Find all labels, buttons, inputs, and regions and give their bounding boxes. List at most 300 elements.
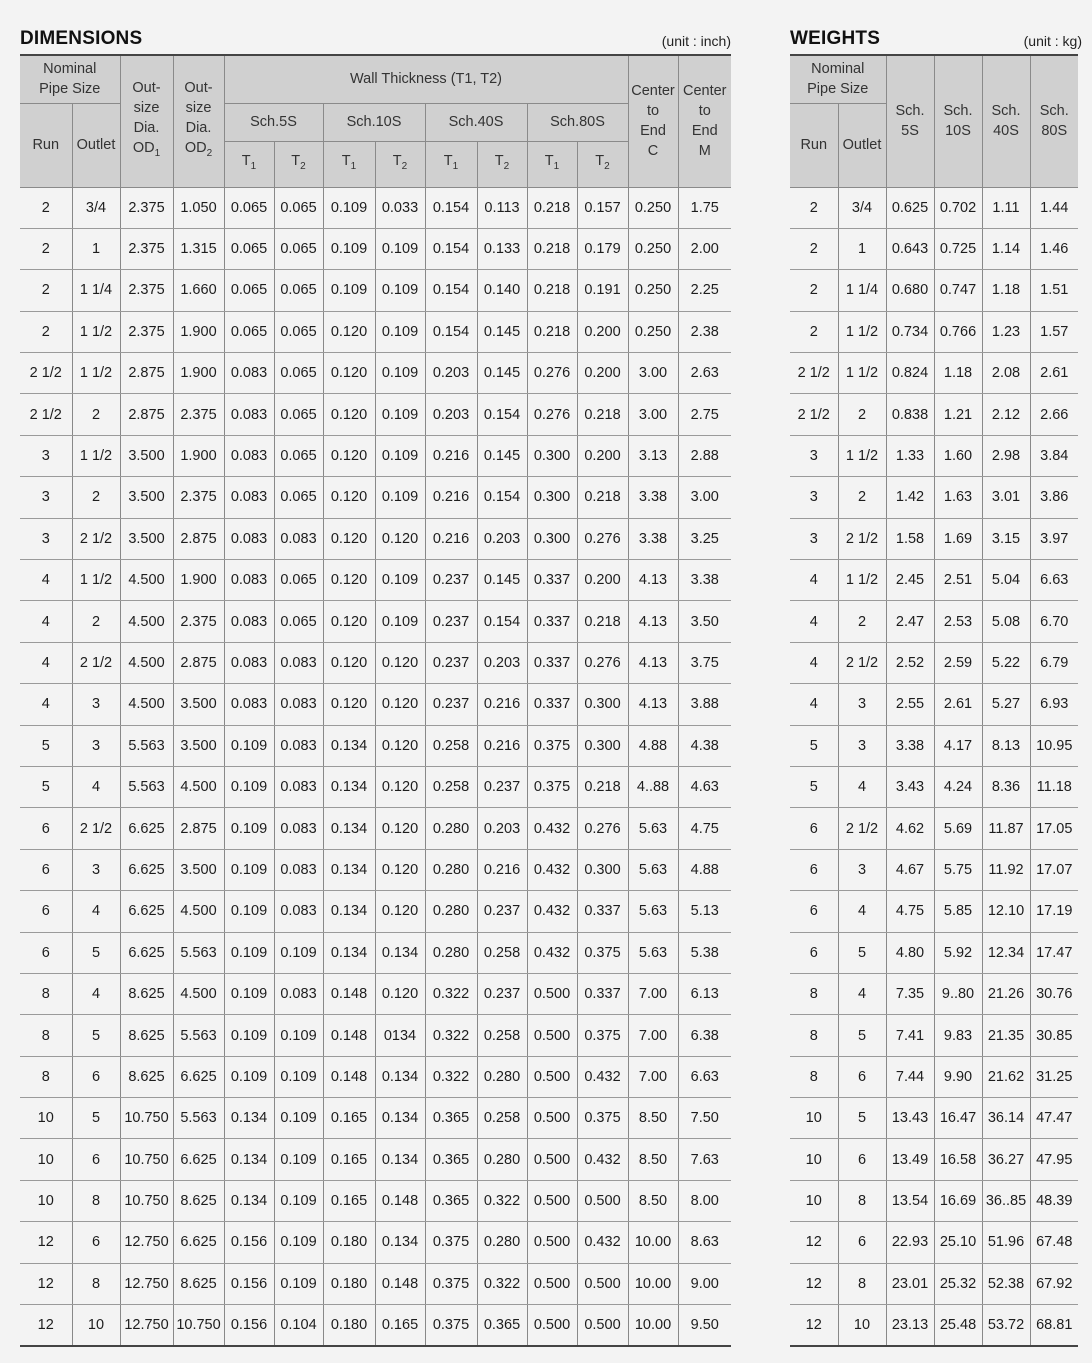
- weights-row: [790, 932, 1078, 973]
- table-cell: 0.109: [375, 353, 425, 394]
- table-cell: 4.13: [628, 601, 678, 642]
- table-cell: 0.154: [425, 270, 477, 311]
- table-cell: 8.625: [120, 1056, 173, 1097]
- dimensions-row: [20, 1222, 731, 1263]
- table-cell: 2: [838, 477, 886, 518]
- table-cell: 0.109: [274, 1222, 323, 1263]
- table-cell: 1.14: [982, 228, 1030, 269]
- table-cell: 36.27: [982, 1139, 1030, 1180]
- table-cell: 2.375: [120, 187, 173, 228]
- table-cell: 5.27: [982, 684, 1030, 725]
- table-cell: 0.280: [425, 849, 477, 890]
- table-cell: 0.134: [375, 932, 425, 973]
- table-cell: 0.133: [477, 228, 527, 269]
- table-cell: 0.083: [224, 435, 274, 476]
- table-cell: 6.625: [120, 932, 173, 973]
- table-cell: 1.69: [934, 518, 982, 559]
- table-cell: 0.109: [375, 228, 425, 269]
- table-cell: 7.50: [678, 1098, 731, 1139]
- table-cell: 1.900: [173, 353, 224, 394]
- table-cell: 0.702: [934, 187, 982, 228]
- table-cell: 0.120: [323, 353, 375, 394]
- table-cell: 0.083: [274, 849, 323, 890]
- table-cell: 10.00: [628, 1263, 678, 1304]
- table-cell: 10.95: [1030, 725, 1078, 766]
- table-cell: 3.01: [982, 477, 1030, 518]
- table-cell: 0.500: [527, 1015, 577, 1056]
- table-cell: 2 1/2: [72, 518, 120, 559]
- table-cell: 0.322: [477, 1180, 527, 1221]
- table-cell: 0.680: [886, 270, 934, 311]
- table-cell: 0.203: [425, 394, 477, 435]
- header-run: Run: [20, 103, 72, 187]
- table-cell: 2: [20, 187, 72, 228]
- table-cell: 2.51: [934, 560, 982, 601]
- table-cell: 6.13: [678, 973, 731, 1014]
- table-cell: 0.838: [886, 394, 934, 435]
- table-cell: 0.276: [577, 642, 628, 683]
- table-cell: 1.900: [173, 560, 224, 601]
- table-cell: 0.134: [224, 1098, 274, 1139]
- table-cell: 2 1/2: [790, 394, 838, 435]
- table-cell: 0.734: [886, 311, 934, 352]
- table-cell: 0.120: [375, 766, 425, 807]
- dimensions-row: [20, 435, 731, 476]
- dimensions-row: [20, 187, 731, 228]
- dimensions-row: [20, 560, 731, 601]
- table-cell: 0.145: [477, 560, 527, 601]
- table-cell: 36..85: [982, 1180, 1030, 1221]
- table-cell: 7.44: [886, 1056, 934, 1097]
- table-cell: 6: [790, 808, 838, 849]
- table-cell: 0.109: [375, 477, 425, 518]
- table-cell: 0.134: [224, 1180, 274, 1221]
- table-cell: 0.280: [425, 891, 477, 932]
- table-cell: 5.63: [628, 849, 678, 890]
- dimensions-row: [20, 766, 731, 807]
- table-cell: 25.48: [934, 1305, 982, 1347]
- table-cell: 17.07: [1030, 849, 1078, 890]
- table-cell: 0.083: [224, 684, 274, 725]
- table-cell: 6.625: [120, 849, 173, 890]
- table-cell: 5.563: [120, 766, 173, 807]
- table-cell: 0.500: [527, 1222, 577, 1263]
- table-cell: 2.25: [678, 270, 731, 311]
- weights-row: [790, 642, 1078, 683]
- table-cell: 0.083: [224, 601, 274, 642]
- weights-row: [790, 725, 1078, 766]
- table-cell: 0.216: [477, 725, 527, 766]
- table-cell: 0.322: [425, 973, 477, 1014]
- table-cell: 0.148: [375, 1263, 425, 1304]
- header-sch5s: Sch.5S: [224, 103, 323, 141]
- table-cell: 0.083: [224, 394, 274, 435]
- table-cell: 0.083: [224, 642, 274, 683]
- table-cell: 0.300: [527, 435, 577, 476]
- table-cell: 1.63: [934, 477, 982, 518]
- table-cell: 12.750: [120, 1222, 173, 1263]
- table-cell: 4.500: [120, 684, 173, 725]
- table-cell: 0.500: [527, 1098, 577, 1139]
- table-cell: 0.154: [425, 228, 477, 269]
- table-cell: 0.337: [527, 642, 577, 683]
- header-t2: $T_2$: [274, 141, 323, 187]
- table-cell: 0.083: [224, 518, 274, 559]
- table-cell: 11.87: [982, 808, 1030, 849]
- table-cell: 3.38: [678, 560, 731, 601]
- table-cell: 3.86: [1030, 477, 1078, 518]
- table-cell: 48.39: [1030, 1180, 1078, 1221]
- table-cell: 30.85: [1030, 1015, 1078, 1056]
- table-cell: 0.500: [527, 1056, 577, 1097]
- table-cell: 0.218: [527, 270, 577, 311]
- table-cell: 2.55: [886, 684, 934, 725]
- table-cell: 22.93: [886, 1222, 934, 1263]
- table-cell: 2.375: [120, 228, 173, 269]
- table-cell: 0.120: [375, 849, 425, 890]
- table-cell: 23.13: [886, 1305, 934, 1347]
- table-cell: 0.065: [274, 394, 323, 435]
- table-cell: 2.59: [934, 642, 982, 683]
- table-cell: 0.120: [323, 684, 375, 725]
- table-cell: 2.875: [120, 394, 173, 435]
- table-cell: 0.237: [477, 973, 527, 1014]
- weights-row: [790, 477, 1078, 518]
- table-cell: 0.203: [477, 518, 527, 559]
- dimensions-title: DIMENSIONS: [20, 28, 143, 49]
- table-cell: 25.32: [934, 1263, 982, 1304]
- table-cell: 0.725: [934, 228, 982, 269]
- table-cell: 8: [790, 1015, 838, 1056]
- table-cell: 0.216: [477, 684, 527, 725]
- table-cell: 11.18: [1030, 766, 1078, 807]
- table-cell: 9.50: [678, 1305, 731, 1347]
- table-cell: 3.500: [173, 725, 224, 766]
- table-cell: 10: [20, 1139, 72, 1180]
- table-cell: 2.75: [678, 394, 731, 435]
- table-cell: 3.13: [628, 435, 678, 476]
- table-cell: 0.180: [323, 1263, 375, 1304]
- table-cell: 12: [790, 1305, 838, 1347]
- table-cell: 5: [72, 1015, 120, 1056]
- table-cell: 1 1/2: [72, 353, 120, 394]
- table-cell: 0.109: [375, 601, 425, 642]
- table-cell: 2 1/2: [838, 808, 886, 849]
- table-cell: 0.065: [274, 435, 323, 476]
- table-cell: 0.109: [224, 891, 274, 932]
- table-cell: 0.065: [224, 270, 274, 311]
- table-cell: 0.109: [323, 270, 375, 311]
- table-cell: 3.15: [982, 518, 1030, 559]
- table-cell: 2: [838, 601, 886, 642]
- table-cell: 0.250: [628, 228, 678, 269]
- table-cell: 0.337: [527, 560, 577, 601]
- table-cell: 13.49: [886, 1139, 934, 1180]
- table-cell: 3.97: [1030, 518, 1078, 559]
- table-cell: 0.109: [224, 932, 274, 973]
- weights-table-body: [790, 187, 1078, 1346]
- table-cell: 10: [790, 1180, 838, 1221]
- dimensions-row: [20, 1056, 731, 1097]
- table-cell: 8.625: [173, 1180, 224, 1221]
- weights-row: [790, 1056, 1078, 1097]
- table-cell: 0.109: [375, 394, 425, 435]
- table-cell: 6: [72, 1222, 120, 1263]
- table-cell: 0.237: [425, 642, 477, 683]
- table-cell: 0.337: [527, 601, 577, 642]
- table-cell: 13.43: [886, 1098, 934, 1139]
- table-cell: 0.375: [425, 1263, 477, 1304]
- table-cell: 0.148: [323, 1056, 375, 1097]
- dimensions-row: [20, 891, 731, 932]
- weights-header-sch5s: Sch. 5S: [886, 55, 934, 187]
- table-cell: 0.140: [477, 270, 527, 311]
- table-cell: 0.065: [274, 560, 323, 601]
- table-cell: 6.63: [1030, 560, 1078, 601]
- table-cell: 0.109: [274, 1139, 323, 1180]
- table-cell: 0.109: [375, 270, 425, 311]
- weights-row: [790, 270, 1078, 311]
- table-cell: 0.250: [628, 311, 678, 352]
- table-cell: 4: [72, 766, 120, 807]
- table-cell: 5.22: [982, 642, 1030, 683]
- table-cell: 6.625: [173, 1139, 224, 1180]
- table-cell: 0.766: [934, 311, 982, 352]
- table-cell: 16.47: [934, 1098, 982, 1139]
- table-cell: 2: [72, 394, 120, 435]
- table-cell: 5.563: [120, 725, 173, 766]
- weights-row: [790, 1139, 1078, 1180]
- table-cell: 68.81: [1030, 1305, 1078, 1347]
- table-cell: 3: [838, 684, 886, 725]
- table-cell: 1 1/2: [838, 560, 886, 601]
- header-outlet: Outlet: [72, 103, 120, 187]
- table-cell: 0.218: [527, 311, 577, 352]
- table-cell: 8.50: [628, 1180, 678, 1221]
- table-cell: 2: [790, 311, 838, 352]
- table-cell: 10.00: [628, 1222, 678, 1263]
- table-cell: 1 1/2: [72, 560, 120, 601]
- table-cell: 0.109: [224, 725, 274, 766]
- table-cell: 0.134: [323, 725, 375, 766]
- weights-header-sch80s: Sch. 80S: [1030, 55, 1078, 187]
- table-cell: 0.120: [323, 477, 375, 518]
- table-cell: 0.280: [477, 1056, 527, 1097]
- table-cell: 21.26: [982, 973, 1030, 1014]
- table-cell: 2.375: [173, 601, 224, 642]
- table-cell: 5.63: [628, 808, 678, 849]
- table-cell: 2.38: [678, 311, 731, 352]
- table-cell: 2 1/2: [20, 353, 72, 394]
- table-cell: 0.120: [375, 808, 425, 849]
- table-cell: 3.500: [120, 477, 173, 518]
- table-cell: 8: [72, 1180, 120, 1221]
- weights-table: [790, 54, 1078, 1347]
- table-cell: 0.083: [274, 684, 323, 725]
- table-cell: 0.237: [425, 560, 477, 601]
- table-cell: 0.276: [577, 808, 628, 849]
- table-cell: 6: [20, 932, 72, 973]
- dimensions-row: [20, 684, 731, 725]
- table-cell: 1.75: [678, 187, 731, 228]
- table-cell: 2: [790, 270, 838, 311]
- table-cell: 17.19: [1030, 891, 1078, 932]
- table-cell: 3: [790, 435, 838, 476]
- table-cell: 2.375: [173, 477, 224, 518]
- weights-header-sch40s: Sch. 40S: [982, 55, 1030, 187]
- table-cell: 1.18: [934, 353, 982, 394]
- dimensions-row: [20, 1263, 731, 1304]
- table-cell: 0.065: [224, 311, 274, 352]
- table-cell: 10: [72, 1305, 120, 1347]
- table-cell: 5: [790, 725, 838, 766]
- weights-row: [790, 1263, 1078, 1304]
- table-cell: 0.200: [577, 311, 628, 352]
- table-cell: 8: [838, 1180, 886, 1221]
- dimensions-row: [20, 808, 731, 849]
- table-cell: 52.38: [982, 1263, 1030, 1304]
- table-cell: 0.083: [274, 808, 323, 849]
- table-cell: 0.365: [425, 1180, 477, 1221]
- table-cell: 3.500: [120, 435, 173, 476]
- table-cell: 4.80: [886, 932, 934, 973]
- table-cell: 0.109: [274, 932, 323, 973]
- table-cell: 1 1/2: [72, 435, 120, 476]
- table-cell: 0.747: [934, 270, 982, 311]
- table-cell: 0.145: [477, 311, 527, 352]
- table-cell: 21.62: [982, 1056, 1030, 1097]
- table-cell: 10: [838, 1305, 886, 1347]
- table-cell: 8: [20, 1015, 72, 1056]
- weights-header-outlet: Outlet: [838, 103, 886, 187]
- dimensions-row: [20, 1098, 731, 1139]
- table-cell: 1.18: [982, 270, 1030, 311]
- table-cell: 25.10: [934, 1222, 982, 1263]
- header-t1: $T_1$: [425, 141, 477, 187]
- table-cell: 0.300: [577, 725, 628, 766]
- table-cell: 0.083: [224, 353, 274, 394]
- dimensions-table: [20, 54, 731, 1347]
- table-cell: 4.67: [886, 849, 934, 890]
- table-cell: 2.875: [120, 353, 173, 394]
- table-cell: 0.157: [577, 187, 628, 228]
- table-cell: 3: [838, 725, 886, 766]
- table-cell: 0.218: [577, 601, 628, 642]
- table-cell: 8: [838, 1263, 886, 1304]
- table-cell: 0.154: [477, 477, 527, 518]
- table-cell: 5.04: [982, 560, 1030, 601]
- table-cell: 0.337: [577, 973, 628, 1014]
- table-cell: 5.75: [934, 849, 982, 890]
- weights-unit: (unit : kg): [1023, 33, 1082, 49]
- weights-row: [790, 1222, 1078, 1263]
- table-cell: 6: [20, 808, 72, 849]
- table-cell: 6: [838, 1222, 886, 1263]
- table-cell: 0.165: [375, 1305, 425, 1347]
- table-cell: 3.00: [628, 394, 678, 435]
- table-cell: 0.365: [425, 1098, 477, 1139]
- header-wall-thickness: Wall Thickness (T1, T2): [224, 55, 628, 103]
- table-cell: 0.145: [477, 353, 527, 394]
- table-cell: 47.47: [1030, 1098, 1078, 1139]
- table-cell: 0.109: [224, 1056, 274, 1097]
- table-cell: 0.258: [425, 725, 477, 766]
- table-cell: 0134: [375, 1015, 425, 1056]
- table-cell: 6: [20, 891, 72, 932]
- table-cell: 2.53: [934, 601, 982, 642]
- table-cell: 1.44: [1030, 187, 1078, 228]
- table-cell: 0.200: [577, 435, 628, 476]
- table-cell: 0.300: [577, 849, 628, 890]
- table-cell: 1 1/4: [838, 270, 886, 311]
- table-cell: 3.500: [173, 849, 224, 890]
- table-cell: 0.500: [527, 1139, 577, 1180]
- table-cell: 2.61: [934, 684, 982, 725]
- table-cell: 1 1/2: [838, 353, 886, 394]
- table-cell: 0.218: [577, 477, 628, 518]
- table-cell: 0.365: [425, 1139, 477, 1180]
- table-cell: 5.63: [628, 932, 678, 973]
- table-cell: 0.200: [577, 353, 628, 394]
- dimensions-row: [20, 270, 731, 311]
- weights-panel: [790, 28, 1082, 1347]
- table-cell: 0.216: [425, 477, 477, 518]
- table-cell: 30.76: [1030, 973, 1078, 1014]
- table-cell: 0.500: [527, 1305, 577, 1347]
- table-cell: 3.25: [678, 518, 731, 559]
- dimensions-row: [20, 849, 731, 890]
- table-cell: 0.280: [477, 1139, 527, 1180]
- table-cell: 3: [20, 518, 72, 559]
- table-cell: 0.154: [477, 601, 527, 642]
- table-cell: 8: [20, 1056, 72, 1097]
- table-cell: 0.191: [577, 270, 628, 311]
- table-cell: 8.63: [678, 1222, 731, 1263]
- weights-row: [790, 394, 1078, 435]
- table-cell: 3: [790, 477, 838, 518]
- weights-header-run: Run: [790, 103, 838, 187]
- table-cell: 0.145: [477, 435, 527, 476]
- table-cell: 0.134: [323, 891, 375, 932]
- table-cell: 1 1/2: [838, 311, 886, 352]
- table-cell: 10: [790, 1098, 838, 1139]
- table-cell: 0.375: [527, 725, 577, 766]
- dimensions-row: [20, 1139, 731, 1180]
- header-t2: $T_2$: [577, 141, 628, 187]
- table-cell: 0.500: [577, 1305, 628, 1347]
- table-cell: 7.00: [628, 973, 678, 1014]
- table-cell: 5: [72, 932, 120, 973]
- table-cell: 0.337: [577, 891, 628, 932]
- table-cell: 0.154: [477, 394, 527, 435]
- table-cell: 7.00: [628, 1015, 678, 1056]
- dimensions-row: [20, 353, 731, 394]
- weights-row: [790, 891, 1078, 932]
- table-cell: 0.065: [274, 270, 323, 311]
- table-cell: 2: [790, 187, 838, 228]
- table-cell: 8: [20, 973, 72, 1014]
- table-cell: 3.88: [678, 684, 731, 725]
- table-cell: 6.93: [1030, 684, 1078, 725]
- table-cell: 0.083: [224, 477, 274, 518]
- table-cell: 7.41: [886, 1015, 934, 1056]
- table-cell: 0.165: [323, 1180, 375, 1221]
- table-cell: 2.63: [678, 353, 731, 394]
- table-cell: 8.625: [120, 1015, 173, 1056]
- dimensions-row: [20, 725, 731, 766]
- table-cell: 12: [20, 1263, 72, 1304]
- table-cell: 12: [790, 1263, 838, 1304]
